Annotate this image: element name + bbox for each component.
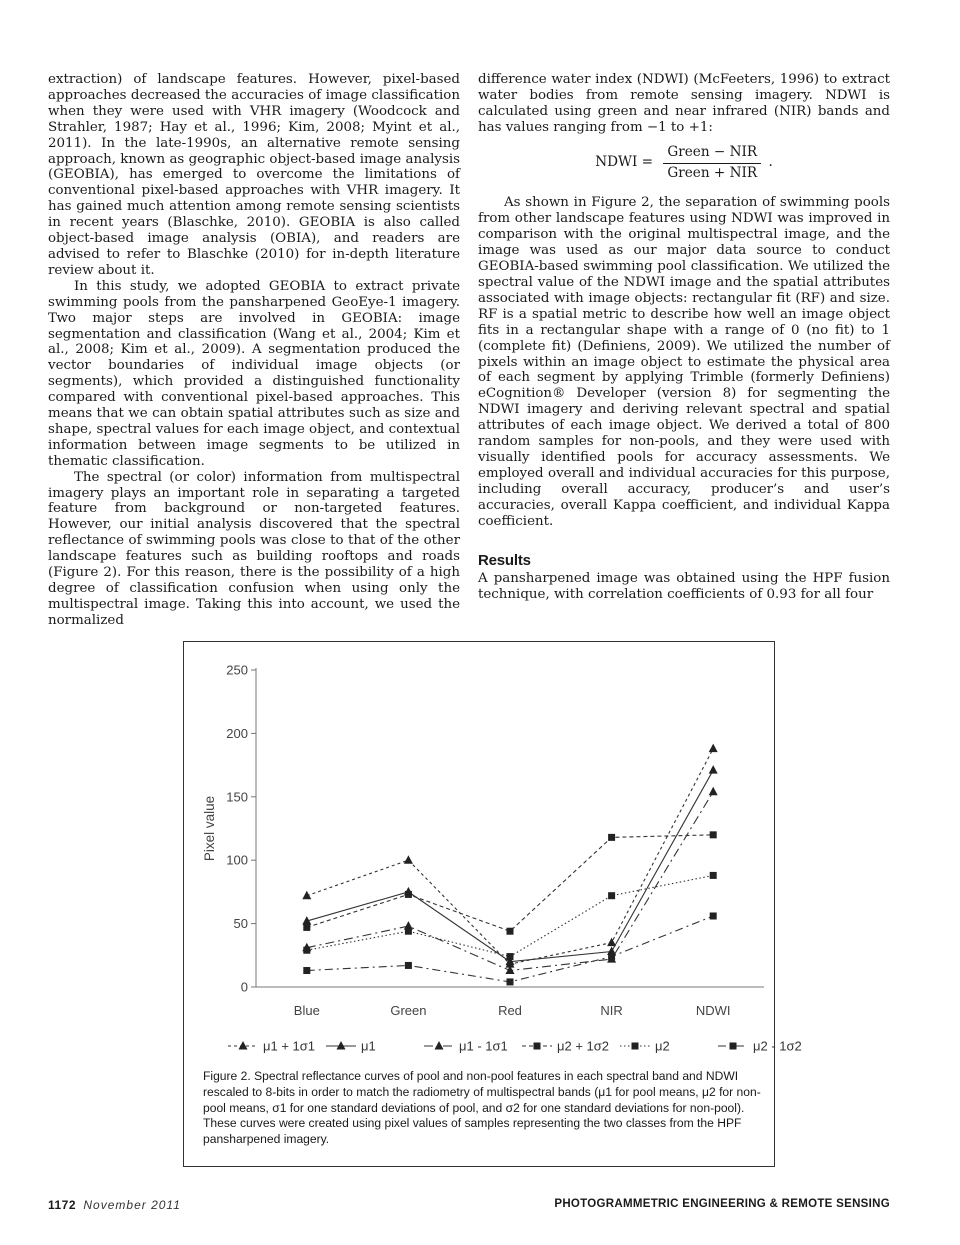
y-tick-label: 200: [226, 725, 248, 741]
data-point: [709, 787, 718, 796]
series-line: [307, 875, 713, 956]
data-point: [608, 953, 615, 960]
equation-tail: .: [768, 154, 773, 171]
x-tick-label: Green: [390, 1003, 427, 1018]
footer-left: [48, 1198, 181, 1212]
data-point: [608, 892, 615, 899]
ndwi-equation: [478, 145, 890, 182]
data-point: [709, 744, 718, 753]
paragraph: difference water index (NDWI) (McFeeters, 1996) to extract water bodies from remote sensing imagery. NDWI is calculated using green and near infrared (NIR) bands and has values ranging from −1 to +1:: [478, 72, 890, 135]
legend-marker: [534, 1043, 541, 1050]
x-tick-label: NIR: [600, 1003, 623, 1018]
paragraph: A pansharpened image was obtained using the HPF fusion technique, with correlation coefficients of 0.93 for all four: [478, 571, 890, 603]
legend-marker: [239, 1041, 248, 1050]
legend-marker: [730, 1043, 737, 1050]
legend-marker: [632, 1043, 639, 1050]
equation-fraction: [663, 145, 761, 182]
data-point: [405, 928, 412, 935]
legend-label: μ2: [655, 1038, 670, 1054]
y-tick-label: 0: [240, 979, 248, 995]
issue-date: November 2011: [83, 1198, 181, 1212]
data-point: [710, 831, 717, 838]
paragraph: The spectral (or color) information from multispectral imagery plays an important role in separating a targeted feature from background or non-targeted features. However, our initial analysis discovered that the spectral reflectance of swimming pools was close to that of the other landscape features such as building rooftops and roads (Figure 2). For this reason, there is the possibility of a high degree of classification confusion when using only the multispectral image. Taking this into account, we used the normalized: [48, 469, 460, 628]
section-heading: Results: [478, 552, 531, 570]
data-point: [405, 962, 412, 969]
equation-lhs: NDWI =: [595, 154, 654, 171]
legend-label: μ1: [361, 1038, 376, 1054]
data-point: [405, 891, 412, 898]
series-line: [307, 835, 713, 931]
y-tick-label: 150: [226, 789, 248, 805]
data-point: [303, 924, 310, 931]
left-column: [48, 72, 460, 629]
legend-marker: [337, 1041, 346, 1050]
data-point: [710, 912, 717, 919]
legend-label: μ2 - 1σ2: [753, 1038, 802, 1054]
figure: [183, 641, 802, 1167]
data-point: [404, 855, 413, 864]
data-point: [710, 872, 717, 879]
series-line: [307, 792, 713, 971]
x-tick-label: Blue: [293, 1003, 320, 1018]
y-tick-label: 100: [226, 852, 248, 868]
y-axis-title: Pixel value: [202, 795, 217, 862]
figure-caption: Figure 2. Spectral reflectance curves of pool and non-pool features in each spectral band and NDWI rescaled to 8-bits in order to match the radiometry of multispectral bands (μ1 for pool means, μ2 for non-pool means, σ1 for one standard deviations of pool, and σ2 for one standard deviations for non-pool). These curves were created using pixel values of samples representing the two classes from the HPF pansharpened imagery.: [203, 1069, 761, 1147]
right-column: [478, 72, 890, 603]
data-point: [507, 928, 514, 935]
data-point: [507, 953, 514, 960]
y-tick-label: 50: [233, 916, 248, 932]
paragraph: In this study, we adopted GEOBIA to extract private swimming pools from the pansharpened GeoEye-1 imagery. Two major steps are involved in GEOBIA: image segmentation and classification (Wang et al., 2004; Kim et al., 2008; Kim et al., 2009). A segmentation produced the vector boundaries of individual image objects (or segments), which provided a distinguished functionality compared with conventional pixel-based approaches. This means that we can obtain spatial attributes such as size and shape, spectral values for each image object, and contextual information between image segments to be utilized in thematic classification.: [48, 278, 460, 469]
data-point: [303, 947, 310, 954]
paragraph: extraction) of landscape features. However, pixel-based approaches decreased the accuracies of image classification when they were used with VHR imagery (Woodcock and Strahler, 1987; Hay et al., 1996; Kim, 2008; Myint et al., 2011). In the late-1990s, an alternative remote sensing approach, known as geographic object-based image analysis (GEOBIA), has emerged to overcome the limitations of conventional pixel-based approaches with VHR imagery. It has gained much attention among remote sensing scientists in recent years (Blaschke, 2010). GEOBIA is also called object-based image analysis (OBIA), and readers are advised to refer to Blaschke (2010) for in-depth literature review about it.: [48, 72, 460, 278]
data-point: [709, 765, 718, 774]
data-point: [507, 978, 514, 985]
equation-numerator: Green − NIR: [663, 145, 761, 164]
journal-name: PHOTOGRAMMETRIC ENGINEERING & REMOTE SENSING: [554, 1198, 890, 1210]
paragraph: As shown in Figure 2, the separation of swimming pools from other landscape features using NDWI was improved in comparison with the original multispectral image, and the image was used as our major data source to conduct GEOBIA-based swimming pool classification. We utilized the spectral value of the NDWI image and the spatial attributes associated with image objects: rectangular fit (RF) and size. RF is a spatial metric to describe how well an image object fits in a rectangular shape with a range of 0 (no fit) to 1 (complete fit) (Definiens, 2009). We utilized the number of pixels within an image object to estimate the physical area of each segment by applying Trimble (formerly Definiens) eCognition® Developer (version 8) for segmenting the NDWI imagery and deriving relevant spectral and spatial attributes of each image object. We derived a total of 800 random samples for non-pools, and they were used with visually identified pools for accuracy assessments. We employed overall and individual accuracies for this purpose, including overall accuracy, producer’s and user’s accuracies, overall Kappa coefficient, and individual Kappa coefficient.: [478, 195, 890, 529]
spectral-chart: [184, 642, 802, 1067]
data-point: [303, 967, 310, 974]
legend-label: μ1 - 1σ1: [459, 1038, 508, 1054]
data-point: [608, 834, 615, 841]
page-number: 1172: [48, 1198, 77, 1212]
equation-denominator: Green + NIR: [667, 164, 758, 181]
x-tick-label: Red: [498, 1003, 522, 1018]
y-tick-label: 250: [226, 662, 248, 678]
legend-label: μ2 + 1σ2: [557, 1038, 610, 1054]
legend-label: μ1 + 1σ1: [263, 1038, 316, 1054]
x-tick-label: NDWI: [695, 1003, 731, 1018]
legend-marker: [435, 1041, 444, 1050]
data-point: [302, 891, 311, 900]
